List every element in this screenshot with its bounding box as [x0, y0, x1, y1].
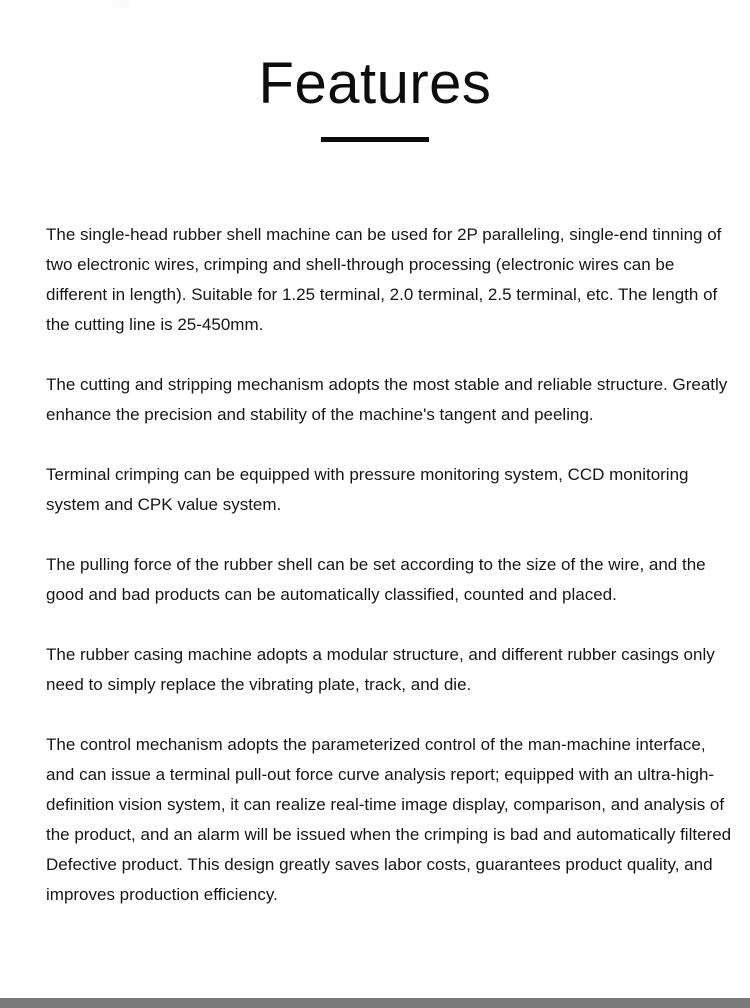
feature-paragraph-terminal-crimping: Terminal crimping can be equipped with pressure monitoring system, CCD monitoring system and CPK value system.	[46, 465, 689, 514]
feature-paragraph-pulling-force: The pulling force of the rubber shell can be set according to the size of the wire, and the good and bad products can be automatically classified, counted and placed.	[46, 555, 706, 604]
feature-paragraph-control-mechanism: The control mechanism adopts the parameterized control of the man-machine interface, and can issue a terminal pull-out force curve analysis report; equipped with an ultra-high-definition vision system, it can realize real-time image display, comparison, and analysis of the product, and an alarm will be issued when the crimping is bad and automatically filtered Defective product. This design greatly saves labor costs, guarantees product quality, and improves production efficiency.	[46, 735, 732, 904]
page-title: Features	[258, 51, 492, 116]
features-text-block	[46, 220, 734, 940]
feature-paragraph-machine-usage: The single-head rubber shell machine can be used for 2P paralleling, single-end tinning of two electronic wires, crimping and shell-through processing (electronic wires can be different in length). Suitable for 1.25 terminal, 2.0 terminal, 2.5 terminal, etc. The length of the cutting line is 25-450mm.	[46, 225, 722, 334]
footer-divider-bar	[0, 998, 750, 1008]
feature-paragraph-cutting-stripping: The cutting and stripping mechanism adopts the most stable and reliable structure. Greatly enhance the precision and stability of the machine's tangent and peeling.	[46, 375, 728, 424]
top-edge-artifact	[112, 0, 129, 8]
title-underline	[321, 137, 429, 142]
feature-paragraph-modular-structure: The rubber casing machine adopts a modular structure, and different rubber casings only need to simply replace the vibrating plate, track, and die.	[46, 645, 715, 694]
